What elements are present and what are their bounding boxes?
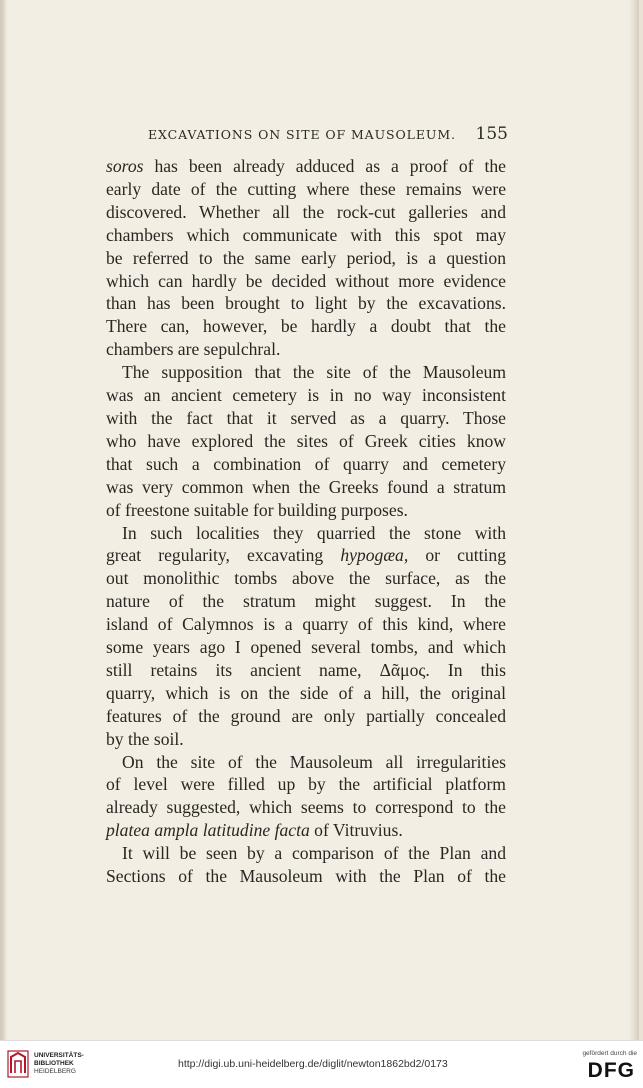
text-run: It will be seen by a comparison of the Plan and bbox=[122, 843, 506, 864]
viewer-footer bbox=[0, 1040, 643, 1088]
text-run: quarry, which is on the side of a hill, the original bbox=[106, 682, 506, 703]
text-run: already suggested, which seems to correspond to the bbox=[106, 797, 506, 818]
text-line bbox=[106, 705, 506, 728]
text-line bbox=[106, 155, 506, 178]
text-line bbox=[106, 270, 506, 293]
text-line bbox=[106, 751, 506, 774]
text-run: of level were filled up by the artificial platform bbox=[106, 774, 506, 795]
text-line bbox=[106, 292, 506, 315]
library-name-line-2: BIBLIOTHEK bbox=[34, 1060, 74, 1067]
body-text bbox=[106, 155, 506, 888]
italic-text: soros bbox=[106, 156, 144, 176]
text-line bbox=[106, 659, 506, 682]
text-run: chambers which communicate with this spot may bbox=[106, 224, 506, 245]
text-line bbox=[106, 590, 506, 613]
dfg-logo-icon[interactable]: DFG bbox=[587, 1059, 635, 1082]
italic-text: hypogæa, bbox=[340, 545, 409, 566]
page-number: 155 bbox=[475, 124, 508, 144]
text-run: Sections of the Mausoleum with the Plan of the bbox=[106, 866, 506, 887]
text-line bbox=[106, 728, 506, 751]
text-line bbox=[106, 384, 506, 407]
text-run: of Vitruvius. bbox=[309, 820, 403, 841]
library-name bbox=[34, 1052, 84, 1076]
text-run: features of the ground are only partially concealed bbox=[106, 705, 506, 726]
text-run: chambers are sepulchral. bbox=[106, 339, 281, 360]
text-line bbox=[106, 315, 506, 338]
text-line bbox=[106, 773, 506, 796]
permalink-url[interactable]: http://digi.ub.uni-heidelberg.de/diglit/newton1862bd2/0173 bbox=[178, 1058, 448, 1070]
text-line bbox=[106, 407, 506, 430]
text-run: discovered. Whether all the rock-cut galleries and bbox=[106, 201, 506, 222]
text-run: by the soil. bbox=[106, 728, 184, 749]
text-line bbox=[106, 819, 506, 842]
text-line bbox=[106, 636, 506, 659]
text-run: which can hardly be decided without more evidence bbox=[106, 270, 506, 291]
text-run: was an ancient cemetery is in no way inconsistent bbox=[106, 385, 506, 406]
text-line bbox=[106, 361, 506, 384]
text-line bbox=[106, 338, 506, 361]
text-run: nature of the stratum might suggest. In the bbox=[106, 591, 506, 612]
text-run: than has been brought to light by the excavations. bbox=[106, 293, 506, 314]
text-line bbox=[106, 178, 506, 201]
text-line bbox=[106, 201, 506, 224]
text-line bbox=[106, 865, 506, 888]
library-name-line-3: HEIDELBERG bbox=[34, 1068, 76, 1075]
text-run: some years ago I opened several tombs, and which bbox=[106, 637, 506, 658]
text-line bbox=[106, 476, 506, 499]
text-run: The supposition that the site of the Mausoleum bbox=[122, 362, 506, 383]
text-run: was very common when the Greeks found a stratum bbox=[106, 476, 506, 497]
text-run: has been already adduced as a proof of the bbox=[143, 156, 506, 176]
running-head: EXCAVATIONS ON SITE OF MAUSOLEUM. bbox=[148, 127, 456, 142]
library-name-line-1: UNIVERSITÄTS- bbox=[34, 1052, 84, 1059]
page-header bbox=[148, 124, 508, 144]
text-run: In such localities they quarried the stone with bbox=[122, 522, 506, 543]
text-line bbox=[106, 522, 506, 545]
text-line bbox=[106, 224, 506, 247]
text-line bbox=[106, 613, 506, 636]
text-run: great regularity, excavating bbox=[106, 545, 341, 566]
text-run: out monolithic tombs above the surface, as the bbox=[106, 568, 506, 589]
text-line bbox=[106, 842, 506, 865]
page-gutter-shadow bbox=[0, 0, 8, 1040]
text-run: with the fact that it served as a quarry. Those bbox=[106, 407, 506, 428]
text-line bbox=[106, 453, 506, 476]
text-line bbox=[106, 567, 506, 590]
text-line bbox=[106, 796, 506, 819]
text-run: or cutting bbox=[408, 545, 506, 566]
page-edge-shadow bbox=[629, 0, 639, 1040]
text-line bbox=[106, 430, 506, 453]
text-run: island of Calymnos is a quarry of this kind, where bbox=[106, 614, 506, 635]
text-run: be referred to the same early period, is a question bbox=[106, 247, 506, 268]
text-line bbox=[106, 499, 506, 522]
text-run: There can, however, be hardly a doubt that the bbox=[106, 316, 506, 337]
italic-text: platea ampla latitudine facta bbox=[106, 820, 310, 841]
funding-note: gefördert durch die bbox=[582, 1050, 637, 1057]
text-run: that such a combination of quarry and cemetery bbox=[106, 453, 506, 474]
text-line bbox=[106, 247, 506, 270]
text-run: who have explored the sites of Greek cities know bbox=[106, 430, 506, 451]
text-run: of freestone suitable for building purposes. bbox=[106, 499, 408, 520]
text-line bbox=[106, 682, 506, 705]
text-run: early date of the cutting where these remains were bbox=[106, 178, 506, 199]
text-run: On the site of the Mausoleum all irregularities bbox=[122, 751, 506, 772]
text-line bbox=[106, 544, 506, 567]
text-run: still retains its ancient name, Δᾶμος. In this bbox=[106, 659, 506, 680]
university-library-logo-icon[interactable] bbox=[7, 1049, 29, 1079]
